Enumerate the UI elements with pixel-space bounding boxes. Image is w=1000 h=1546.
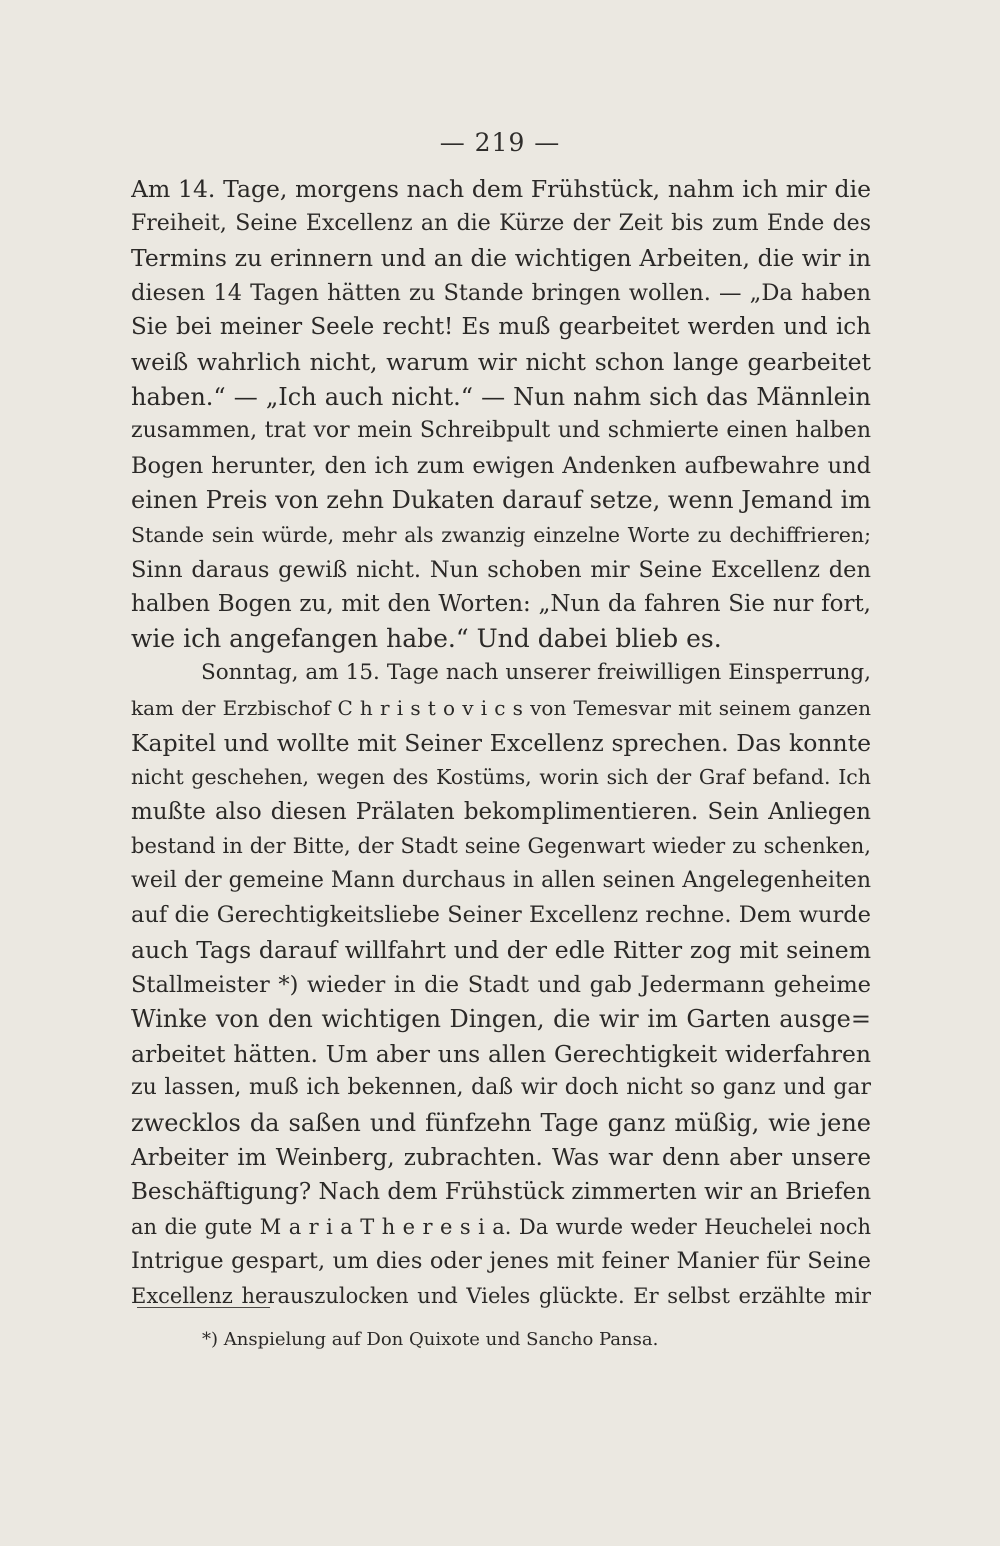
text-line: halben Bogen zu, mit den Worten: „Nun da fahren Sie nur fort, <box>131 591 871 618</box>
text-line: auf die Gerechtigkeitsliebe Seiner Excellenz rechne. Dem wurde <box>131 902 871 929</box>
text-line: mußte also diesen Prälaten bekomplimentieren. Sein Anliegen <box>131 798 871 825</box>
text-line: diesen 14 Tagen hätten zu Stande bringen wollen. — „Da haben <box>131 279 871 306</box>
text-line: kam der Erzbischof C h r i s t o v i c s von Temesvar mit seinem ganzen <box>131 695 871 720</box>
text-line: Kapitel und wollte mit Seiner Excellenz sprechen. Das konnte <box>131 728 871 757</box>
text-line: Freiheit, Seine Excellenz an die Kürze der Zeit bis zum Ende des <box>131 210 871 236</box>
text-line: zusammen, trat vor mein Schreibpult und schmierte einen halben <box>131 418 871 444</box>
text-line: zwecklos da saßen und fünfzehn Tage ganz müßig, wie jene <box>131 1109 871 1138</box>
text-line: an die gute M a r i a T h e r e s i a. Da wurde weder Heuchelei noch <box>131 1214 871 1239</box>
footnote: *) Anspielung auf Don Quixote und Sancho Pansa. <box>202 1329 659 1350</box>
text-line: Beschäftigung? Nach dem Frühstück zimmerten wir an Briefen <box>131 1179 871 1206</box>
footnote-divider <box>137 1307 270 1308</box>
text-line: Stande sein würde, mehr als zwanzig einzelne Worte zu dechiffrieren; <box>131 522 871 547</box>
text-line: Am 14. Tage, morgens nach dem Frühstück, nahm ich mir die <box>131 175 871 203</box>
text-line: Stallmeister *) wieder in die Stadt und gab Jedermann geheime <box>131 971 871 998</box>
paragraph-start-line: Sonntag, am 15. Tage nach unserer freiwilligen Einsperrung, <box>201 660 871 686</box>
text-line: Intrigue gespart, um dies oder jenes mit feiner Manier für Seine <box>131 1248 871 1275</box>
text-line: arbeitet hätten. Um aber uns allen Gerechtigkeit widerfahren <box>131 1039 871 1068</box>
text-line: Excellenz herauszulocken und Vieles glückte. Er selbst erzählte mir <box>131 1284 871 1308</box>
text-line: Sinn daraus gewiß nicht. Nun schoben mir Seine Excellenz den <box>131 556 871 583</box>
text-line: Bogen herunter, den ich zum ewigen Andenken aufbewahre und <box>131 452 871 479</box>
text-line: einen Preis von zehn Dukaten darauf setze, wenn Jemand im <box>131 486 871 515</box>
page-body-text <box>131 172 871 1314</box>
page-number: — 219 — <box>439 128 561 157</box>
text-line: haben.“ — „Ich auch nicht.“ — Nun nahm sich das Männlein <box>131 382 871 411</box>
text-line: bestand in der Bitte, der Stadt seine Gegenwart wieder zu schenken, <box>131 834 871 859</box>
text-line: auch Tags darauf willfahrt und der edle Ritter zog mit seinem <box>131 936 871 965</box>
text-line: Termins zu erinnern und an die wichtigen Arbeiten, die wir in <box>131 244 871 273</box>
paragraph-end-line: wie ich angefangen habe.“ Und dabei blieb es. <box>131 623 722 653</box>
text-line: Sie bei meiner Seele recht! Es muß gearbeitet werden und ich <box>131 314 871 341</box>
text-line: zu lassen, muß ich bekennen, daß wir doch nicht so ganz und gar <box>131 1075 871 1101</box>
text-line: Winke von den wichtigen Dingen, die wir im Garten ausge= <box>131 1005 871 1034</box>
text-line: Arbeiter im Weinberg, zubrachten. Was war denn aber unsere <box>131 1144 871 1171</box>
text-line: weiß wahrlich nicht, warum wir nicht schon lange gearbeitet <box>131 347 871 376</box>
text-line: weil der gemeine Mann durchaus in allen seinen Angelegenheiten <box>131 867 871 893</box>
text-line: nicht geschehen, wegen des Kostüms, worin sich der Graf befand. Ich <box>131 765 871 790</box>
